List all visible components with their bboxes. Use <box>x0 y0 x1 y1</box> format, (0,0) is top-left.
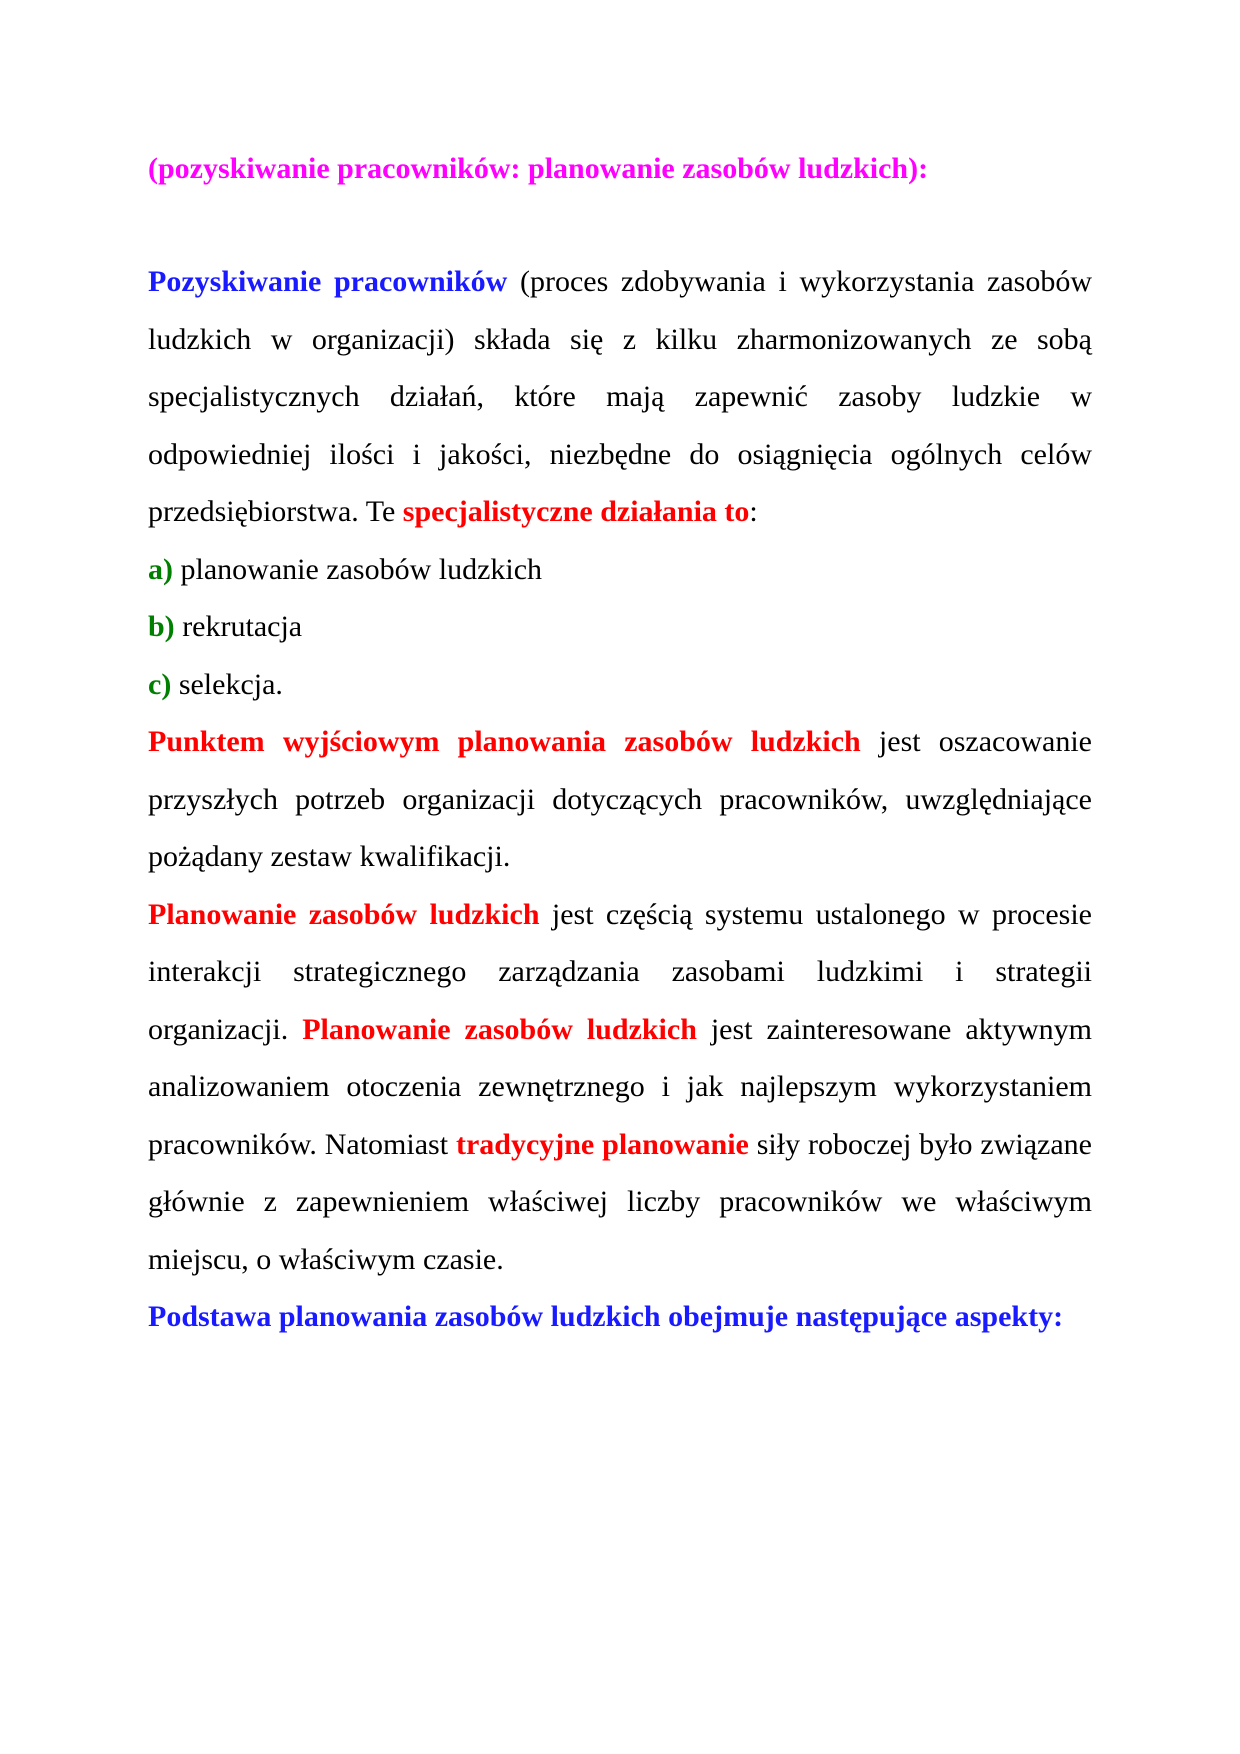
term-punktem: Punktem wyjściowym planowania zasobów ludzkich <box>148 725 861 758</box>
term-planowanie-1: Planowanie zasobów ludzkich <box>148 897 540 931</box>
paragraph-intro <box>148 253 1092 541</box>
term-planowanie-2: Planowanie zasobów ludzkich <box>302 1012 697 1046</box>
paragraph-punktem <box>148 713 1092 886</box>
paragraph-intro-end: : <box>749 495 758 528</box>
blank-line <box>148 196 1092 253</box>
list-marker: a) <box>148 552 173 586</box>
paragraph-planowanie-text-1: jest częścią systemu ustalonego w procesie interakcji strategicznego zarządzania zasobami ludzkimi i strategii organizacji. <box>148 897 1092 1046</box>
list-item-text: selekcja. <box>171 667 283 701</box>
paragraph-podstawa: Podstawa planowania zasobów ludzkich obejmuje następujące aspekty: <box>148 1300 1064 1333</box>
paragraph-planowanie-text-2: jest zainteresowane aktywnym analizowaniem otoczenia zewnętrznego i jak najlepszym wykorzystaniem pracowników. Natomiast <box>148 1012 1092 1161</box>
term-specjalistyczne: specjalistyczne działania to <box>402 495 750 528</box>
list-marker: c) <box>148 667 172 701</box>
list-item <box>148 656 1092 714</box>
list-item-text: planowanie zasobów ludzkich <box>173 552 543 586</box>
paragraph-planowanie-text-3: siły roboczej było związane głównie z zapewnieniem właściwej liczby pracowników we właściwym miejscu, o właściwym czasie. <box>148 1127 1092 1276</box>
list-marker: b) <box>148 610 175 643</box>
term-pozyskiwanie: Pozyskiwanie pracowników <box>148 265 508 298</box>
paragraph-planowanie <box>148 886 1092 1289</box>
list-item <box>148 541 1092 599</box>
paragraph-punktem-text: jest oszacowanie przyszłych potrzeb organizacji dotyczących pracowników, uwzględniające pożądany zestaw kwalifikacji. <box>148 725 1092 873</box>
term-tradycyjne: tradycyjne planowanie <box>455 1127 749 1161</box>
document-page <box>148 142 1092 1346</box>
paragraph-intro-text: (proces zdobywania i wykorzystania zasobów ludzkich w organizacji) składa się z kilku zharmonizowanych ze sobą specjalistycznych działań, które mają zapewnić zasoby ludzkie w odpowiedniej ilości i jakości, niezbędne do osiągnięcia ogólnych celów przedsiębiorstwa. Te <box>148 265 1093 528</box>
list-item-text: rekrutacja <box>174 610 303 643</box>
document-heading: (pozyskiwanie pracowników: planowanie zasobów ludzkich): <box>148 152 929 185</box>
list-item <box>148 598 1092 656</box>
